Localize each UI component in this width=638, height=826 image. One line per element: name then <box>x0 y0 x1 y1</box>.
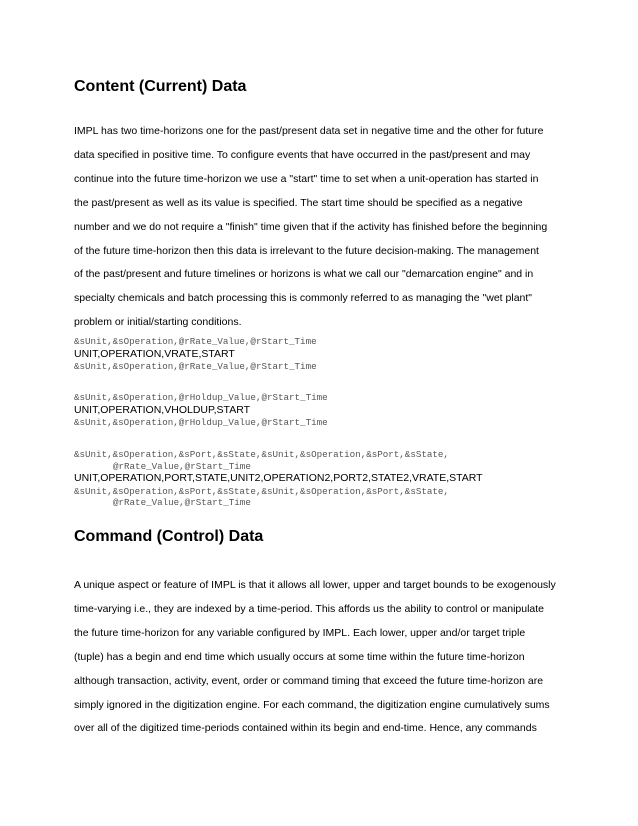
code-line: @rRate_Value,@rStart_Time <box>113 460 251 472</box>
code-line: &sUnit,&sOperation,@rRate_Value,@rStart_Time <box>74 336 317 347</box>
paragraph-line: over all of the digitized time-periods contained within its begin and end-time. Hence, any commands <box>74 722 537 735</box>
code-line: &sUnit,&sOperation,&sPort,&sState,&sUnit,&sOperation,&sPort,&sState, <box>74 485 449 497</box>
paragraph-line: number and we do not require a "finish" time given that if the activity has finished before the beginning <box>74 220 548 233</box>
paragraph-line: the past/present as well as its value is specified. The start time should be specified as a negative <box>74 196 523 209</box>
code-block-port-state <box>74 449 483 509</box>
paragraph-line: IMPL has two time-horizons one for the past/present data set in negative time and the other for future <box>74 125 544 137</box>
code-header: UNIT,OPERATION,VRATE,START <box>74 347 235 360</box>
code-header: UNIT,OPERATION,PORT,STATE,UNIT2,OPERATION2,PORT2,STATE2,VRATE,START <box>74 472 483 484</box>
paragraph-line: the future time-horizon for any variable configured by IMPL. Each lower, upper and/or target triple <box>74 626 526 639</box>
section-heading-content-data: Content (Current) Data <box>74 78 247 95</box>
paragraph-content-data <box>74 120 547 335</box>
section-heading-command-data: Command (Control) Data <box>74 528 264 545</box>
paragraph-line: continue into the future time-horizon we use a "start" time to set when a unit-operation has started in <box>74 172 539 185</box>
code-line: &sUnit,&sOperation,@rHoldup_Value,@rStart_Time <box>74 417 328 428</box>
paragraph-line: data specified in positive time. To configure events that have occurred in the past/present and may <box>74 148 531 161</box>
paragraph-line: simply ignored in the digitization engine. For each command, the digitization engine cumulatively sums <box>74 698 550 711</box>
paragraph-line: of the future time-horizon then this data is irrelevant to the future decision-making. The management <box>74 244 539 257</box>
code-block-vholdup <box>74 392 328 429</box>
paragraph-command-data <box>74 574 556 741</box>
code-block-vrate <box>74 336 317 373</box>
paragraph-line: although transaction, activity, event, order or command timing that exceed the future time-horizon are <box>74 674 544 687</box>
paragraph-line: of the past/present and future timelines or horizons is what we call our "demarcation engine" and in <box>74 268 534 281</box>
code-line: &sUnit,&sOperation,@rRate_Value,@rStart_Time <box>74 361 317 372</box>
paragraph-line: time-varying i.e., they are indexed by a time-period. This affords us the ability to control or manipulate <box>74 602 545 615</box>
paragraph-line: A unique aspect or feature of IMPL is that it allows all lower, upper and target bounds to be exogenously <box>74 579 556 591</box>
paragraph-line: specialty chemicals and batch processing this is commonly referred to as managing the "wet plant" <box>74 292 533 305</box>
code-header: UNIT,OPERATION,VHOLDUP,START <box>74 403 251 416</box>
paragraph-line: (tuple) has a begin and end time which usually occurs at some time within the future time-horizon <box>74 650 525 663</box>
code-line: &sUnit,&sOperation,@rHoldup_Value,@rStart_Time <box>74 392 328 403</box>
code-line: &sUnit,&sOperation,&sPort,&sState,&sUnit,&sOperation,&sPort,&sState, <box>74 449 449 460</box>
code-line: @rRate_Value,@rStart_Time <box>113 497 251 508</box>
paragraph-line: problem or initial/starting conditions. <box>74 316 242 329</box>
